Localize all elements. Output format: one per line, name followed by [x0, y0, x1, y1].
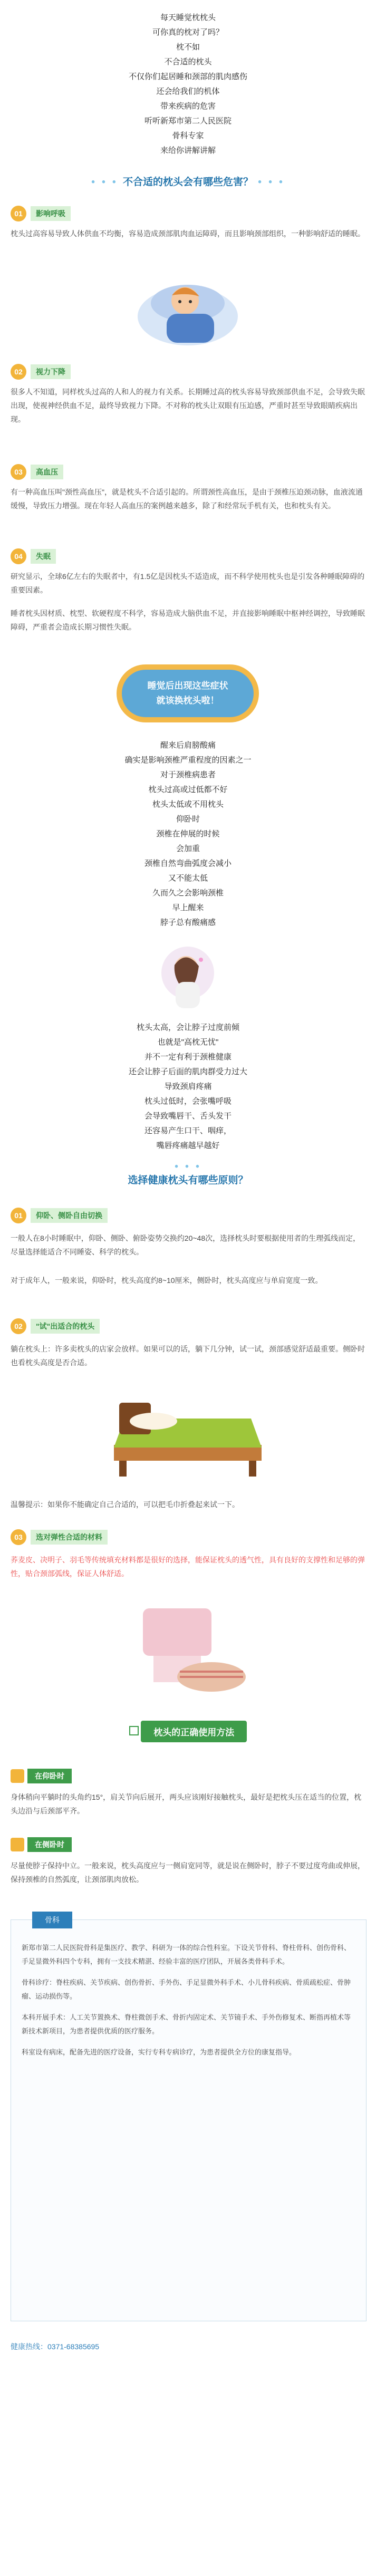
section-label: 影响呼吸 [31, 206, 71, 221]
usage-banner-title: 枕头的正确使用方法 [141, 1721, 247, 1742]
intro-line: 不仅你们起居睡和颈部的肌肉感伤 [128, 72, 247, 81]
pencil-icon [11, 1769, 24, 1783]
section-03-header [11, 464, 63, 480]
symptom-line: 又不能太低 [168, 874, 208, 883]
section-04-header [11, 548, 56, 564]
section-label: 高血压 [31, 465, 63, 479]
symptom-line: 枕头过低时，会张嘴呼吸 [144, 1097, 232, 1106]
pencil-icon [11, 1838, 24, 1851]
usage-1-header [11, 1769, 72, 1783]
symptom-line: 对于颈椎病患者 [160, 770, 216, 779]
section-label: 失眠 [31, 549, 56, 564]
usage-1-text: 身体稍向平躺时的头角约15°，肩关节向后展开，两头应该刚好接触枕头，最好是把枕头压在适当的位置，枕头边沿与后颈部平齐。 [11, 1793, 362, 1815]
symptom-line: 会加重 [176, 844, 200, 853]
intro-line: 不合适的枕头 [164, 57, 212, 66]
department-paragraph: 新郑市第二人民医院骨科是集医疗、教学、科研为一体的综合性科室。下设关节骨科、脊柱骨科、创伤骨科、手足显微外科四个专科，拥有一支技术精湛、经验丰富的医疗团队，开展各类骨科手术。 [22, 1944, 351, 1965]
symptom-line: 早上醒来 [172, 903, 204, 912]
section-label: 视力下降 [31, 364, 71, 379]
principle-02-text-2: 温馨提示：如果你不能确定自己合适的，可以把毛巾折叠起来试一下。 [11, 1500, 239, 1509]
usage-label: 在侧卧时 [27, 1837, 72, 1852]
department-paragraph: 骨科诊疗：脊柱疾病、关节疾病、创伤骨折、手外伤、手足显微外科手术、小儿骨科疾病、骨质疏松症、骨肿瘤、运动损伤等。 [22, 1979, 351, 2000]
usage-2-text: 尽量使脖子保持中立。一般来说，枕头高度应与一侧肩宽同等，就是说在侧卧时，脖子不要过度弯曲或伸展，保持颈椎的自然弧度，让颈部肌肉放松。 [11, 1861, 365, 1884]
section-01-header [11, 206, 71, 221]
principle-03-header [11, 1529, 108, 1545]
principle-label: 仰卧、侧卧自由切换 [31, 1208, 108, 1223]
symptom-line: 脖子总有酸痛感 [160, 918, 216, 927]
principle-01-text-1: 一般人在8小时睡眠中，仰卧、侧卧、俯卧姿势交换约20~48次，选择枕头时要根据使用者的生理弧线而定，尽量选择能适合不同睡姿、科学的枕头。 [11, 1234, 361, 1256]
symptom-line: 确实是影响颈椎严重程度的因素之一 [124, 756, 252, 765]
principle-01-header [11, 1208, 108, 1223]
usage-label: 在仰卧时 [27, 1769, 72, 1783]
usage-banner [0, 1716, 376, 1742]
symptom-line: 还会让脖子后面的肌肉群受力过大 [128, 1067, 247, 1076]
principle-number: 01 [11, 1208, 26, 1223]
symptom-line: 枕头太低或不用枕头 [152, 800, 224, 809]
principle-label: 选对弹性合适的材料 [31, 1530, 108, 1545]
department-paragraph: 本科开展手术：人工关节置换术、脊柱微创手术、骨折内固定术、关节镜手术、手外伤修复术、断指再植术等新技术新项目，为患者提供优质的医疗服务。 [22, 2013, 351, 2035]
banner-line-1: 睡觉后出现这些症状 [147, 681, 228, 691]
principle-02-header [11, 1318, 100, 1334]
intro-line: 来给你讲解讲解 [160, 146, 216, 155]
section-02-header [11, 364, 71, 380]
department-tag: 骨科 [32, 1912, 72, 1928]
symptoms-list-2 [0, 1020, 376, 1153]
section-number: 04 [11, 548, 26, 564]
symptom-line: 导致颈肩疼痛 [164, 1082, 212, 1091]
principle-number: 03 [11, 1529, 26, 1545]
intro-line: 可你真的枕对了吗？ [152, 28, 224, 37]
banner-line-2: 就该换枕头啦！ [156, 696, 219, 706]
section-number: 02 [11, 364, 26, 380]
square-icon [129, 1726, 139, 1735]
question-title-2: • • • 选择健康枕头有哪些原则？ [128, 1161, 248, 1186]
principle-02-text-1: 躺在枕头上：许多卖枕头的店家会放样。如果可以的话，躺下几分钟，试一试，颈部感觉舒适最重要。侧卧时也看枕头高度是否合适。 [11, 1345, 365, 1367]
contact-line: 健康热线：0371-68385695 [11, 2342, 100, 2351]
symptom-line: 会导致嘴唇干、舌头发干 [144, 1112, 232, 1121]
symptom-line: 颈椎自然弯曲弧度会减小 [144, 859, 232, 868]
symptom-line: 枕头太高，会让脖子过度前倾 [136, 1023, 239, 1032]
symptom-line: 枕头过高或过低都不好 [148, 785, 228, 794]
principle-01-text-2: 对于成年人，一般来说，仰卧时，枕头高度约8~10厘米，侧卧时，枕头高度应与单肩宽度一致。 [11, 1276, 323, 1285]
bed-illustration [103, 1382, 272, 1487]
sleeping-illustration [135, 264, 240, 353]
section-02-text: 很多人不知道，同样枕头过高的人和人的视力有关系。长期睡过高的枕头容易导致颈部供血不足，会导致失眠出现，使视神经供血不足，最终导致视力下降。不对称的枕头让双眼有压迫感，严重时甚至导致眼睛疾病出现。 [11, 388, 365, 423]
section-number: 03 [11, 464, 26, 480]
symptom-line: 并不一定有利于颈椎健康 [144, 1053, 232, 1062]
principle-label: "试"出适合的枕头 [31, 1319, 100, 1334]
intro-block [0, 11, 376, 158]
section-number: 01 [11, 206, 26, 221]
symptom-line: 久而久之会影响颈椎 [152, 889, 224, 898]
intro-line: 骨科专家 [172, 131, 204, 140]
symptoms-list [0, 738, 376, 930]
intro-line: 每天睡觉枕枕头 [160, 13, 216, 22]
intro-line: 听听新郑市第二人民医院 [144, 117, 232, 126]
section-04-extra: 睡者枕头因材质、枕型、软硬程度不科学，容易造成大脑供血不足，并直接影响睡眠中枢神经调控，导致睡眠障碍，严重者会造成长期习惯性失眠。 [11, 609, 365, 631]
symptoms-banner [117, 664, 259, 722]
section-01-text: 枕头过高容易导致人体供血不均衡，容易造成颈部肌肉血运障碍，而且影响颈部组织，一种影响舒适的睡眠。 [11, 229, 365, 238]
symptom-line: 醒来后肩膀酸痛 [160, 741, 216, 750]
department-card [11, 1916, 367, 2321]
pillows-illustration [122, 1598, 254, 1698]
department-paragraph: 科室设有病床，配备先进的医疗设备，实行专科专病诊疗，为患者提供全方位的康复指导。 [22, 2048, 296, 2056]
intro-line: 枕不如 [176, 43, 200, 52]
principle-03-text-1: 荞麦皮、决明子、羽毛等传统填充材料都是很好的选择，能保证枕头的透气性，具有良好的支撑性和足够的弹性，贴合颈部弧线，保证人体舒适。 [11, 1556, 365, 1578]
intro-line: 还会给我们的机体 [156, 87, 220, 96]
section-03-text: 有一种高血压叫"颈性高血压"，就是枕头不合适引起的。所谓颈性高血压，是由于颈椎压迫颈动脉，血液流通缓慢，导致压力增强。现在年轻人高血压的案例越来越多，除了和经常玩手机有关，也和枕头有关。 [11, 488, 363, 510]
symptom-line: 颈椎在伸展的时候 [156, 829, 220, 838]
question-title-1: • • • 不合适的枕头会有哪些危害？ • • • [91, 177, 285, 188]
symptom-line: 也就是"高枕无忧" [157, 1038, 219, 1047]
symptom-line: 仰卧时 [176, 815, 200, 824]
symptom-line: 还容易产生口干、咽痒， [144, 1126, 232, 1135]
intro-line: 带来疾病的危害 [160, 102, 216, 111]
section-04-text: 研究显示，全球6亿左右的失眠者中，有1.5亿是因枕头不适造成，而不科学使用枕头也是引发各种睡眠障碍的重要因素。 [11, 572, 365, 594]
principle-number: 02 [11, 1318, 26, 1334]
symptom-line: 嘴唇疼痛越早越好 [156, 1141, 220, 1150]
usage-2-header [11, 1838, 72, 1851]
department-text [22, 1941, 355, 2067]
woman-illustration [148, 944, 227, 1012]
